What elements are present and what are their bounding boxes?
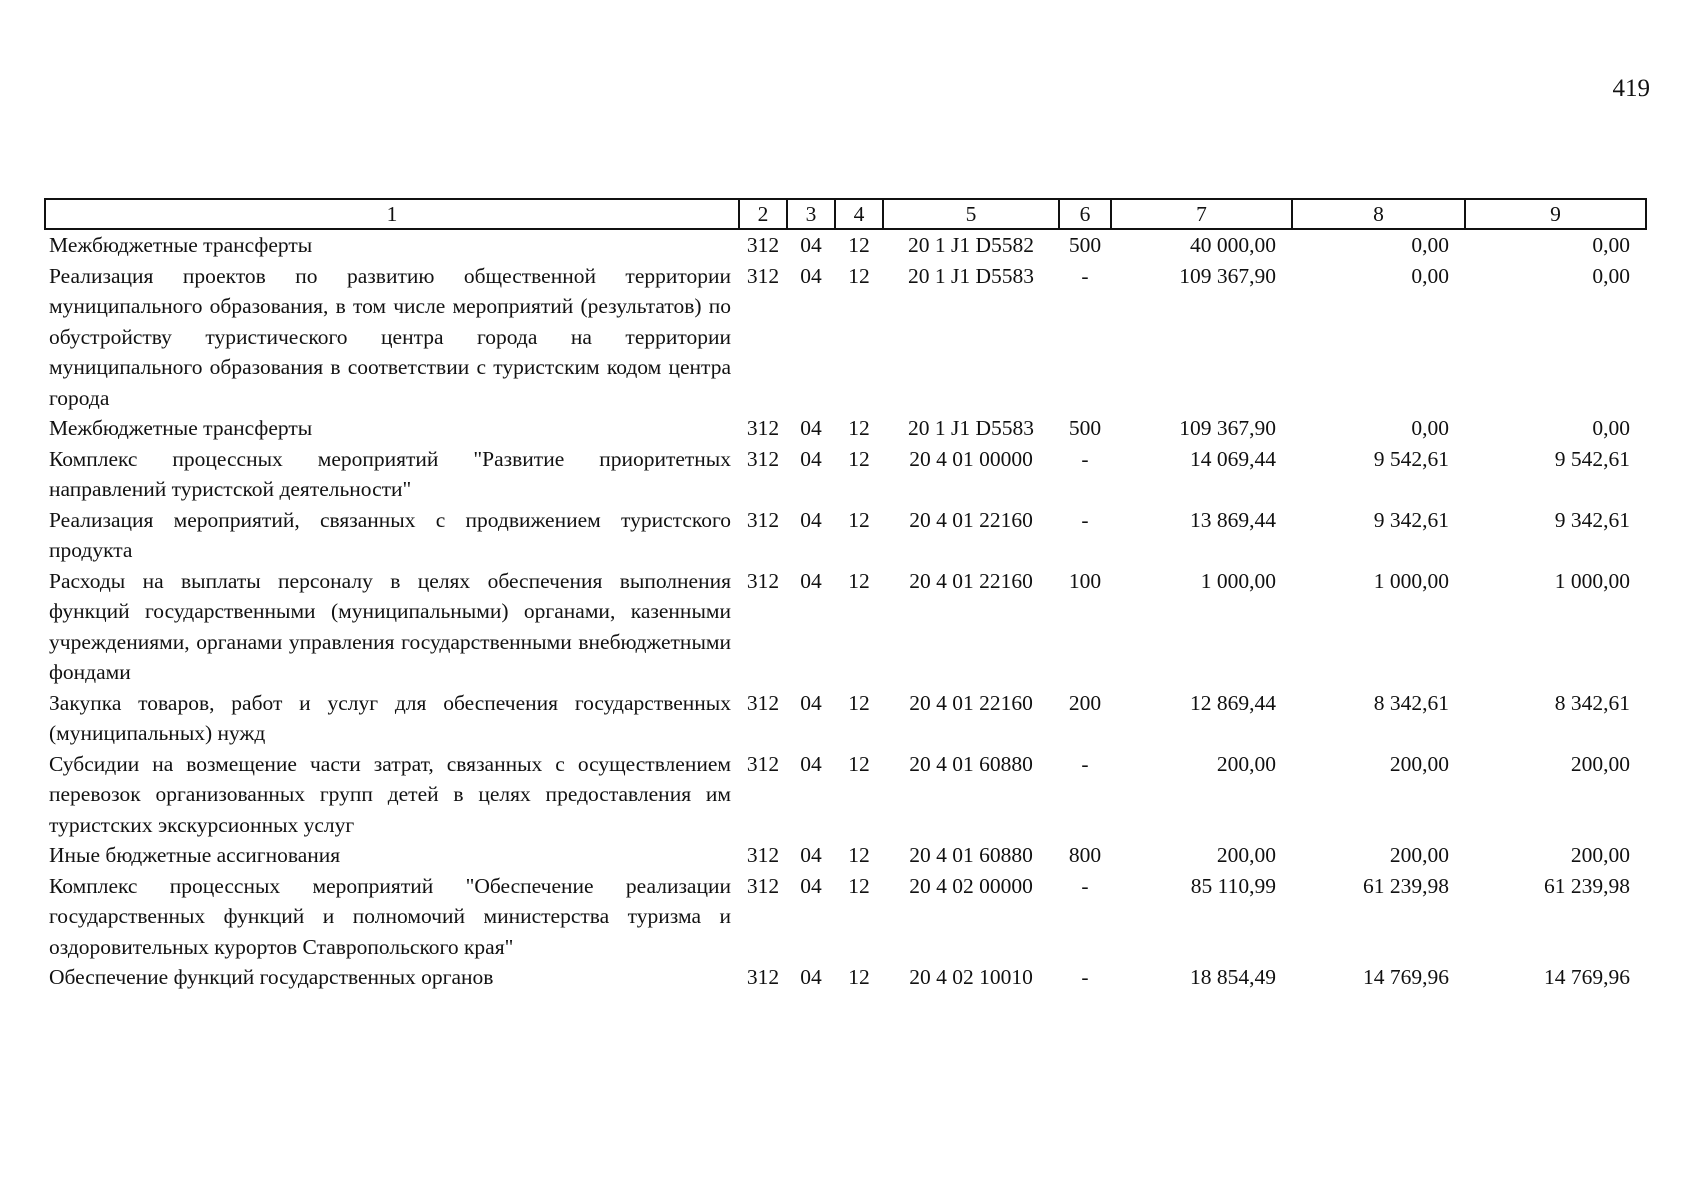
- header-col-6: 6: [1059, 199, 1111, 229]
- row-subsection-cell: 12: [848, 233, 870, 257]
- row-sum-col9-cell: 8 342,61: [1554, 690, 1630, 715]
- row-expense-type-cell: -: [1081, 873, 1089, 898]
- row-ved-cell: 312: [746, 507, 780, 532]
- row-subsection-cell: 12: [848, 446, 870, 471]
- row-sum-col8-cell: 0,00: [1411, 416, 1449, 440]
- row-sum-col9-cell: 200,00: [1570, 751, 1630, 776]
- row-ved-cell: 312: [746, 751, 780, 776]
- row-section-cell: 04: [800, 843, 822, 867]
- row-name-cell: Реализация мероприятий, связанных с продвижением туристского продукта: [49, 507, 731, 562]
- header-col-2: 2: [739, 199, 787, 229]
- budget-table: [44, 198, 1647, 993]
- row-sum-col7-cell: 12 869,44: [1190, 690, 1276, 715]
- row-subsection-cell: 12: [848, 416, 870, 440]
- row-expense-type-cell: 500: [1068, 233, 1102, 257]
- row-name-cell: Обеспечение функций государственных органов: [49, 965, 494, 989]
- row-subsection-cell: 12: [848, 568, 870, 593]
- row-expense-type-cell: -: [1081, 751, 1089, 776]
- row-sum-col9-cell: 0,00: [1592, 263, 1630, 288]
- row-sum-col9-cell: 0,00: [1592, 416, 1630, 440]
- header-col-3: 3: [787, 199, 835, 229]
- table-row: [45, 566, 1646, 688]
- row-sum-col9-cell: 1 000,00: [1554, 568, 1630, 593]
- header-row: [45, 199, 1646, 229]
- header-col-4: 4: [835, 199, 883, 229]
- row-sum-col7-cell: 109 367,90: [1179, 263, 1276, 288]
- row-section-cell: 04: [800, 751, 822, 776]
- row-subsection-cell: 12: [848, 690, 870, 715]
- row-ved-cell: 312: [746, 263, 780, 288]
- table-row: [45, 444, 1646, 505]
- table-header: [45, 199, 1646, 229]
- row-sum-col9-cell: 200,00: [1570, 843, 1630, 867]
- header-col-7: 7: [1111, 199, 1292, 229]
- row-target-article-cell: 20 4 01 22160: [909, 507, 1033, 532]
- row-expense-type-cell: 100: [1068, 568, 1102, 593]
- row-sum-col8-cell: 1 000,00: [1373, 568, 1449, 593]
- row-ved-cell: 312: [746, 690, 780, 715]
- row-sum-col9-cell: 14 769,96: [1544, 965, 1630, 989]
- header-col-8: 8: [1292, 199, 1465, 229]
- row-subsection-cell: 12: [848, 263, 870, 288]
- row-name-cell: Комплекс процессных мероприятий "Обеспечение реализации государственных функций и полномочий министерства туризма и оздоровительных курортов Ставропольского края": [49, 873, 731, 959]
- table-row: [45, 505, 1646, 566]
- row-subsection-cell: 12: [848, 751, 870, 776]
- row-sum-col7-cell: 200,00: [1216, 843, 1276, 867]
- row-target-article-cell: 20 4 02 10010: [909, 965, 1033, 989]
- row-ved-cell: 312: [746, 965, 780, 989]
- row-expense-type-cell: -: [1081, 446, 1089, 471]
- row-sum-col7-cell: 109 367,90: [1179, 416, 1276, 440]
- row-name-cell: Реализация проектов по развитию общественной территории муниципального образования, в том числе мероприятий (результатов) по обустройству туристического центра города на территории муниципального образования в соответствии с туристским кодом центра города: [49, 263, 731, 410]
- row-name-cell: Межбюджетные трансферты: [49, 416, 313, 440]
- row-ved-cell: 312: [746, 843, 780, 867]
- row-expense-type-cell: -: [1081, 263, 1089, 288]
- row-ved-cell: 312: [746, 233, 780, 257]
- table-row: [45, 871, 1646, 963]
- row-sum-col8-cell: 200,00: [1389, 751, 1449, 776]
- row-sum-col8-cell: 200,00: [1389, 843, 1449, 867]
- header-col-1: 1: [45, 199, 739, 229]
- row-section-cell: 04: [800, 965, 822, 989]
- row-target-article-cell: 20 4 01 60880: [909, 843, 1033, 867]
- row-sum-col7-cell: 200,00: [1216, 751, 1276, 776]
- row-name-cell: Закупка товаров, работ и услуг для обеспечения государственных (муниципальных) нужд: [49, 690, 731, 745]
- row-ved-cell: 312: [746, 568, 780, 593]
- row-sum-col8-cell: 8 342,61: [1373, 690, 1449, 715]
- row-target-article-cell: 20 1 J1 D5582: [907, 233, 1035, 257]
- row-subsection-cell: 12: [848, 873, 870, 898]
- row-subsection-cell: 12: [848, 843, 870, 867]
- table-body: [45, 229, 1646, 993]
- row-ved-cell: 312: [746, 416, 780, 440]
- row-sum-col7-cell: 13 869,44: [1190, 507, 1276, 532]
- row-section-cell: 04: [800, 446, 822, 471]
- row-target-article-cell: 20 4 01 60880: [909, 751, 1033, 776]
- row-target-article-cell: 20 4 02 00000: [909, 873, 1033, 898]
- row-expense-type-cell: 500: [1068, 416, 1102, 440]
- header-col-9: 9: [1465, 199, 1646, 229]
- table-row: [45, 413, 1646, 444]
- row-section-cell: 04: [800, 416, 822, 440]
- row-section-cell: 04: [800, 568, 822, 593]
- row-sum-col7-cell: 1 000,00: [1200, 568, 1276, 593]
- row-target-article-cell: 20 4 01 22160: [909, 568, 1033, 593]
- row-sum-col8-cell: 9 542,61: [1373, 446, 1449, 471]
- row-sum-col8-cell: 0,00: [1411, 263, 1449, 288]
- row-sum-col8-cell: 9 342,61: [1373, 507, 1449, 532]
- row-target-article-cell: 20 1 J1 D5583: [907, 263, 1035, 288]
- row-sum-col8-cell: 14 769,96: [1363, 965, 1449, 989]
- page-number: 419: [1612, 75, 1650, 102]
- row-section-cell: 04: [800, 690, 822, 715]
- row-target-article-cell: 20 4 01 00000: [909, 446, 1033, 471]
- row-expense-type-cell: -: [1081, 507, 1089, 532]
- table-row: [45, 749, 1646, 841]
- table-row: [45, 229, 1646, 261]
- row-expense-type-cell: -: [1081, 965, 1089, 989]
- row-expense-type-cell: 800: [1068, 843, 1102, 867]
- row-sum-col7-cell: 14 069,44: [1190, 446, 1276, 471]
- row-sum-col9-cell: 0,00: [1592, 233, 1630, 257]
- table-row: [45, 261, 1646, 414]
- row-ved-cell: 312: [746, 446, 780, 471]
- row-expense-type-cell: 200: [1068, 690, 1102, 715]
- row-name-cell: Межбюджетные трансферты: [49, 233, 313, 257]
- table-row: [45, 840, 1646, 871]
- row-sum-col7-cell: 40 000,00: [1190, 233, 1276, 257]
- table-row: [45, 962, 1646, 993]
- row-name-cell: Субсидии на возмещение части затрат, связанных с осуществлением перевозок организованных групп детей в целях предоставления им туристских экскурсионных услуг: [49, 751, 731, 837]
- row-target-article-cell: 20 4 01 22160: [909, 690, 1033, 715]
- row-sum-col8-cell: 0,00: [1411, 233, 1449, 257]
- row-section-cell: 04: [800, 263, 822, 288]
- table-row: [45, 688, 1646, 749]
- row-name-cell: Иные бюджетные ассигнования: [49, 843, 341, 867]
- row-section-cell: 04: [800, 507, 822, 532]
- row-sum-col9-cell: 9 342,61: [1554, 507, 1630, 532]
- row-name-cell: Расходы на выплаты персоналу в целях обеспечения выполнения функций государственными (муниципальными) органами, казенными учреждениями, органами управления государственными внебюджетными фондами: [49, 568, 731, 684]
- header-col-5: 5: [883, 199, 1059, 229]
- row-subsection-cell: 12: [848, 965, 870, 989]
- row-section-cell: 04: [800, 873, 822, 898]
- row-sum-col8-cell: 61 239,98: [1363, 873, 1449, 898]
- row-sum-col7-cell: 18 854,49: [1190, 965, 1276, 989]
- row-sum-col7-cell: 85 110,99: [1190, 873, 1276, 898]
- row-ved-cell: 312: [746, 873, 780, 898]
- row-name-cell: Комплекс процессных мероприятий "Развитие приоритетных направлений туристской деятельности": [49, 446, 731, 501]
- row-sum-col9-cell: 9 542,61: [1554, 446, 1630, 471]
- row-section-cell: 04: [800, 233, 822, 257]
- row-sum-col9-cell: 61 239,98: [1544, 873, 1630, 898]
- row-target-article-cell: 20 1 J1 D5583: [907, 416, 1035, 440]
- row-subsection-cell: 12: [848, 507, 870, 532]
